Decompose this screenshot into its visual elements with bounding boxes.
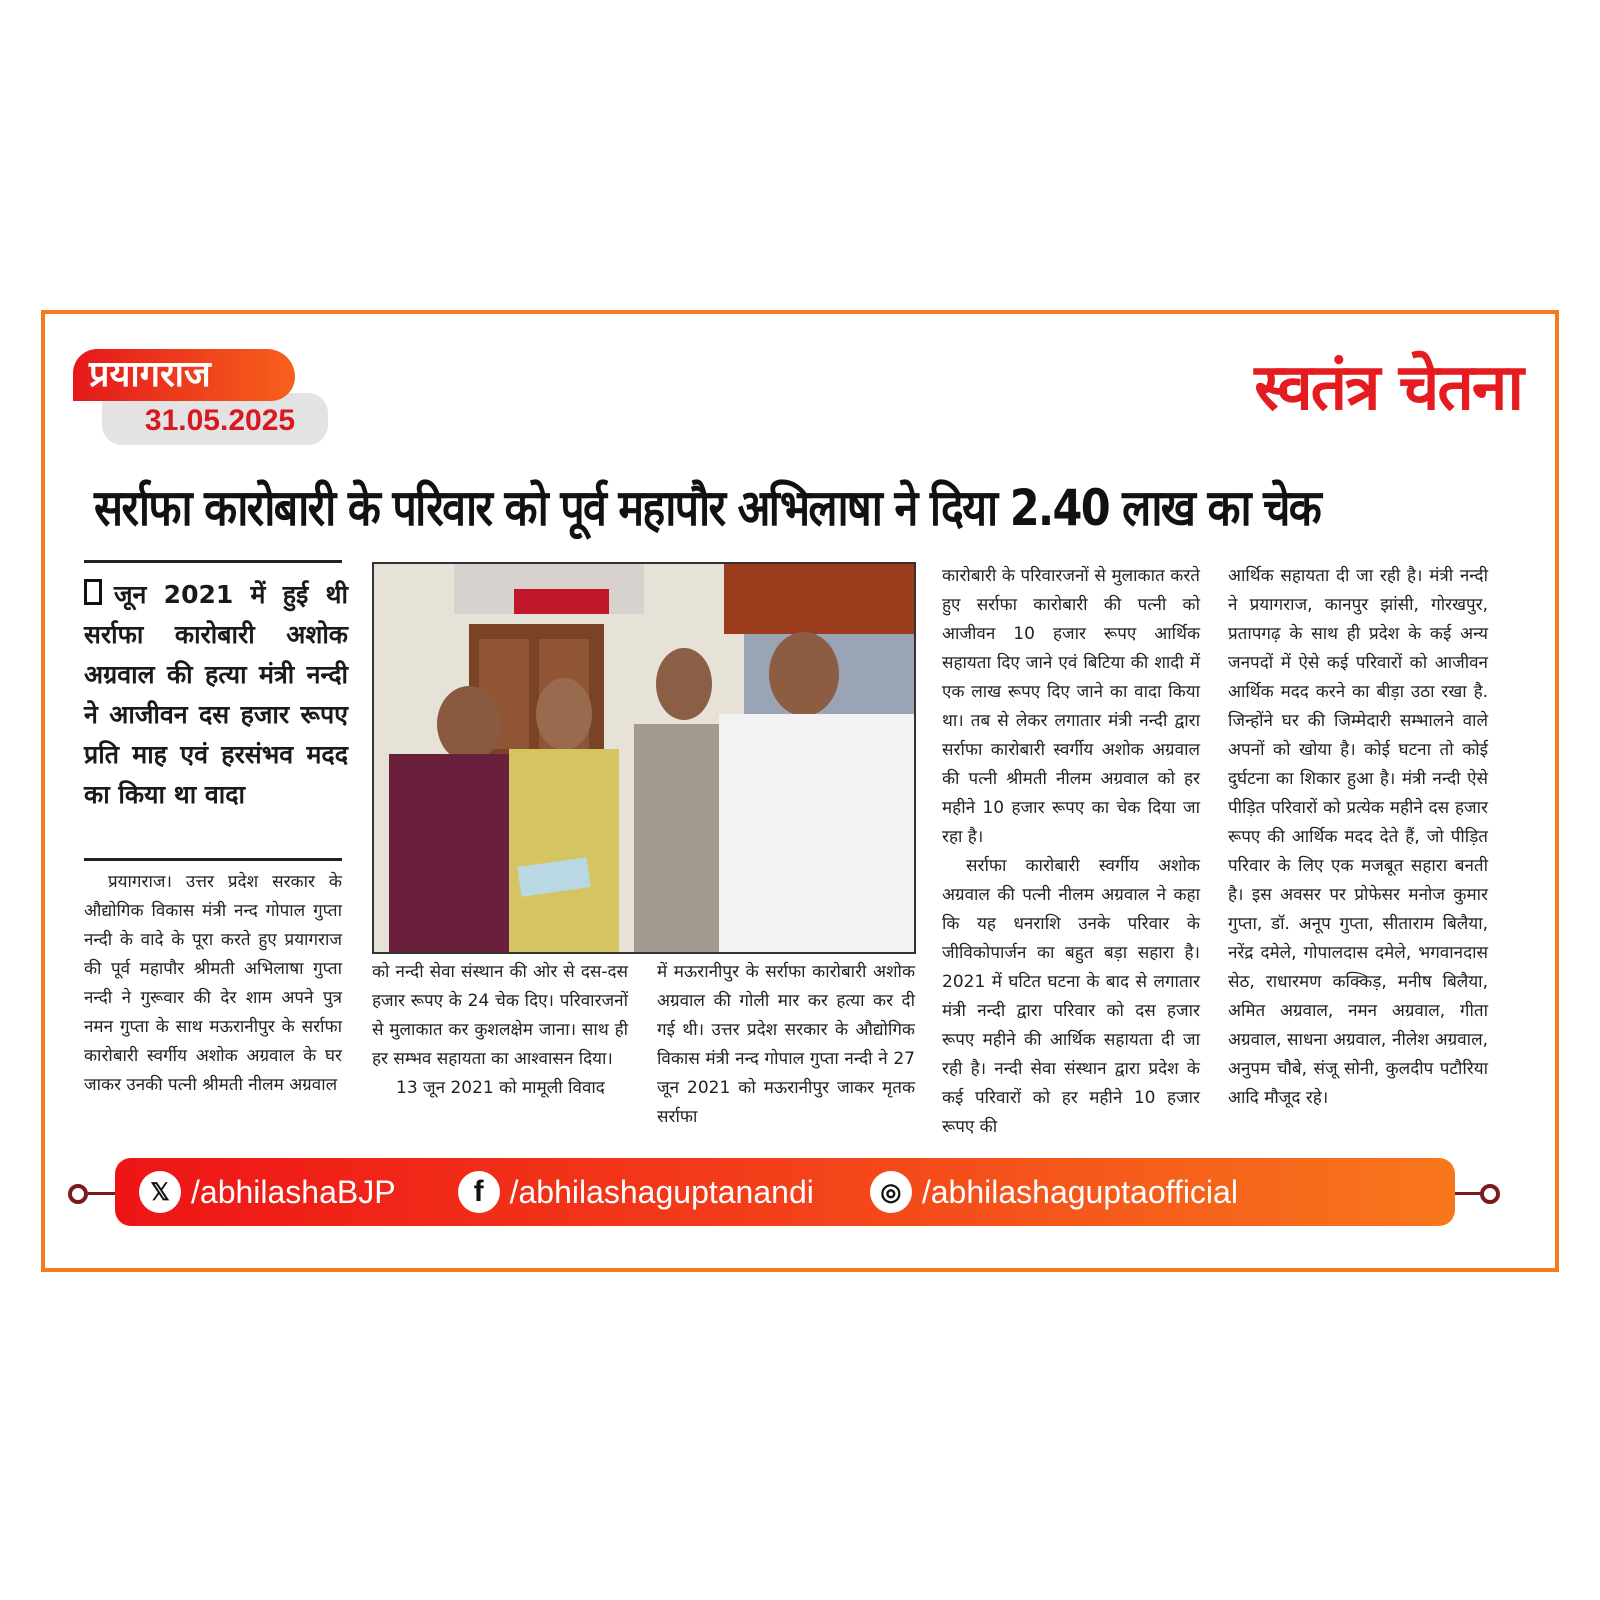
divider	[84, 858, 342, 861]
city-badge: प्रयागराज	[73, 349, 295, 401]
article-column-3	[657, 958, 915, 1132]
photo-illustration	[374, 564, 914, 952]
social-instagram[interactable]	[870, 1171, 1238, 1213]
column-text: कारोबारी के परिवारजनों से मुलाकात करते हुए सर्राफा कारोबारी की पत्नी को आजीवन 10 हजार रूपए आर्थिक सहायता दिए जाने एवं बिटिया की शादी में एक लाख रूपए दिए जाने का वादा किया था। तब से लेकर लगातार मंत्री नन्दी द्वारा सर्राफा कारोबारी स्वर्गीय अशोक अग्रवाल की पत्नी श्रीमती नीलम अग्रवाल को हर महीने 10 हजार रूपए का चेक दिया जा रहा है।	[942, 566, 1200, 847]
facebook-icon: f	[458, 1171, 500, 1213]
article-column-5	[1228, 562, 1488, 1113]
connector-knob-right	[1480, 1184, 1500, 1204]
article-photo	[372, 562, 916, 954]
article-column-1	[84, 868, 342, 1100]
column-text: प्रयागराज। उत्तर प्रदेश सरकार के औद्योगिक विकास मंत्री नन्द गोपाल गुप्ता नन्दी के वादे के पूरा करते हुए प्रयागराज की पूर्व महापौर श्रीमती अभिलाषा गुप्ता नन्दी ने गुरूवार की देर शाम अपने पुत्र नमन गुप्ता के साथ मऊरानीपुर के सर्राफा कारोबारी स्वर्गीय अशोक अग्रवाल के घर जाकर उनकी पत्नी श्रीमती नीलम अग्रवाल	[84, 872, 342, 1095]
instagram-handle[interactable]: /abhilashaguptaofficial	[921, 1173, 1238, 1210]
bullet-icon	[84, 579, 102, 605]
subhead-text: जून 2021 में हुई थी सर्राफा कारोबारी अशोक अग्रवाल की हत्या मंत्री नन्दी ने आजीवन दस हजार रूपए प्रति माह एवं हरसंभव मदद का किया था वादा	[84, 580, 348, 809]
column-text: सर्राफा कारोबारी स्वर्गीय अशोक अग्रवाल की पत्नी नीलम अग्रवाल ने कहा कि यह धनराशि उनके परिवार के जीविकोपार्जन का बहुत बड़ा सहारा है। 2021 में घटित घटना के बाद से लगातार मंत्री नन्दी द्वारा परिवार को दस हजार रूपए महीने की आर्थिक सहायता दी जा रही है। नन्दी सेवा संस्थान द्वारा प्रदेश के कई परिवारों को हर महीने 10 हजार रूपए की	[942, 856, 1200, 1137]
x-icon: 𝕏	[139, 1171, 181, 1213]
article-column-2	[372, 958, 628, 1103]
article-subhead	[84, 575, 348, 815]
column-text: 13 जून 2021 को मामूली विवाद	[396, 1078, 605, 1098]
facebook-handle[interactable]: /abhilashaguptanandi	[509, 1173, 814, 1210]
column-text: को नन्दी सेवा संस्थान की ओर से दस-दस हजार रूपए के 24 चेक दिए। परिवारजनों से मुलाकात कर कुशलक्षेम जाना। साथ ही हर सम्भव सहायता का आश्वासन दिया।	[372, 962, 628, 1069]
divider	[84, 560, 342, 563]
x-handle[interactable]: /abhilashaBJP	[191, 1173, 396, 1210]
column-text: आर्थिक सहायता दी जा रही है। मंत्री नन्दी ने प्रयागराज, कानपुर झांसी, गोरखपुर, प्रतापगढ़ के साथ ही प्रदेश के कई अन्य जनपदों में ऐसे कई परिवारों को आजीवन आर्थिक मदद करने का बीड़ा उठा रखा है. जिन्होंने घर की जिम्मेदारी सम्भालने वाले अपनों को खोया है। कोई घटना तो कोई दुर्घटना का शिकार हुआ है। मंत्री नन्दी ऐसे पीड़ित परिवारों को प्रत्येक महीने दस हजार रूपए की आर्थिक मदद देते हैं, जो पीड़ित परिवार के लिए एक मजबूत सहारा बनती है। इस अवसर पर प्रोफेसर मनोज कुमार गुप्ता, डॉ. अनूप गुप्ता, सीताराम बिलैया, नरेंद्र दमेले, गोपालदास दमेले, भगवानदास सेठ, राधारमण कक्किड़, मनीष बिलैया, अमित अग्रवाल, नमन अग्रवाल, गीता अग्रवाल, साधना अग्रवाल, नीलेश अग्रवाल, अनुपम चौबे, संजू सोनी, कुलदीप पटौरिया आदि मौजूद रहे।	[1228, 566, 1488, 1108]
newspaper-masthead: स्वतंत्र चेतना	[1254, 350, 1522, 425]
social-x[interactable]	[139, 1171, 396, 1213]
connector-knob-left	[68, 1184, 88, 1204]
instagram-icon: ◎	[870, 1171, 912, 1213]
connector-line-right	[1452, 1192, 1482, 1195]
connector-line-left	[88, 1192, 118, 1195]
article-column-4	[942, 562, 1200, 1142]
column-text: में मऊरानीपुर के सर्राफा कारोबारी अशोक अग्रवाल की गोली मार कर हत्या कर दी गई थी। उत्तर प्रदेश सरकार के औद्योगिक विकास मंत्री नन्द गोपाल गुप्ता नन्दी ने 27 जून 2021 को मऊरानीपुर जाकर मृतक सर्राफा	[657, 962, 915, 1127]
social-facebook[interactable]	[458, 1171, 814, 1213]
article-headline: सर्राफा कारोबारी के परिवार को पूर्व महापौर अभिलाषा ने दिया 2.40 लाख का चेक	[94, 479, 1321, 537]
social-handles-bar	[115, 1158, 1455, 1226]
date-badge: 31.05.2025	[102, 393, 328, 445]
